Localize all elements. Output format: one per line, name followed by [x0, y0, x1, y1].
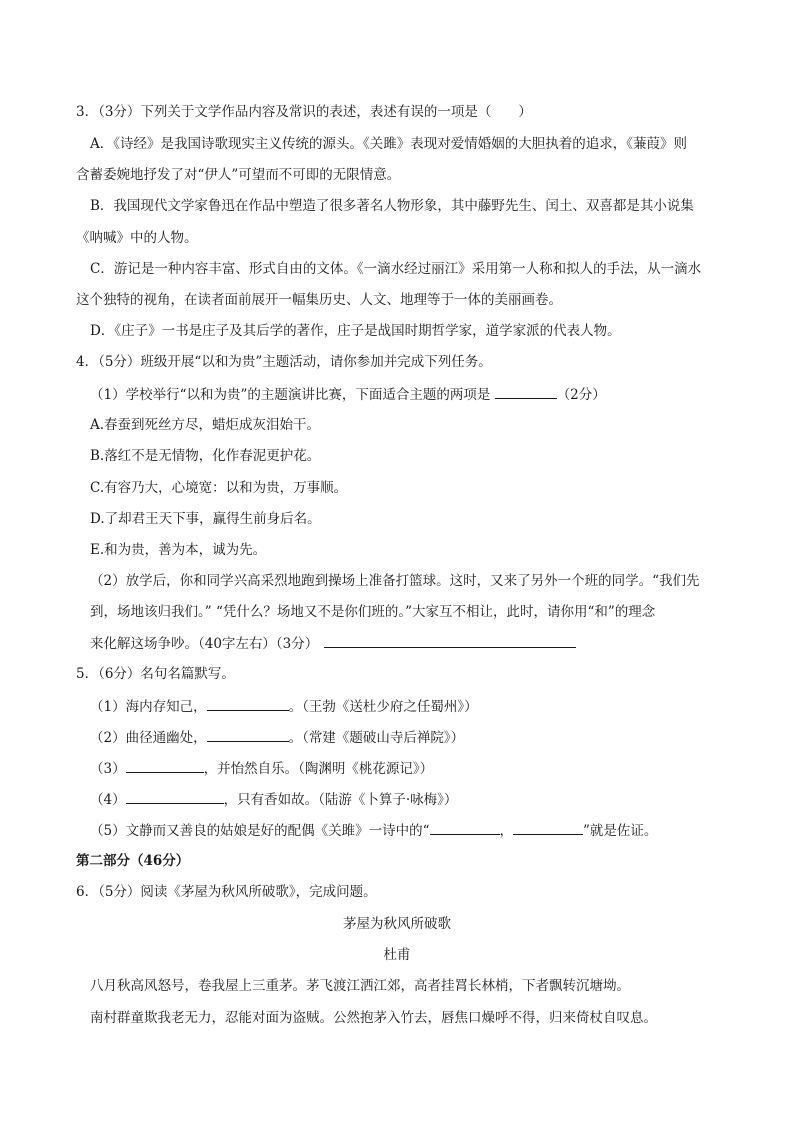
q5-s5-blank1[interactable] [430, 820, 500, 835]
q4-part1-points: （2分） [556, 387, 606, 403]
q5-sentence2 [90, 727, 464, 747]
q4-option-c: C.有容乃大，心境宽：以和为贵，万事顺。 [90, 480, 348, 496]
q5-sentence1 [90, 696, 478, 716]
q4-part1-answer-blank[interactable] [495, 384, 557, 399]
q3-option-c-line2: 这个独特的视角，在读者面前展开一幅集历史、人文、地理等于一体的美丽画卷。 [76, 292, 562, 308]
q3-option-a-line2: 含蓄委婉地抒发了对“伊人”可望而不可即的无限情意。 [76, 167, 401, 183]
q5-s4-after: ，只有香如故。（陆游《卜算子·咏梅》） [223, 792, 458, 808]
q5-s4-blank[interactable] [126, 789, 224, 804]
poem-author: 杜甫 [383, 947, 411, 963]
q4-part2-prompt: 来化解这场争吵。（40字左右）（3分） [90, 636, 319, 652]
q3-option-d: D．《庄子》一书是庄子及其后学的著作，庄子是战国时期哲学家，道学家派的代表人物。 [90, 323, 621, 339]
q5-s2-before: （2）曲径通幽处， [90, 730, 207, 746]
q5-stem: 5．（6分）名句名篇默写。 [76, 666, 235, 682]
part2-heading: 第二部分（46分） [76, 853, 190, 869]
q3-option-b-line1: B．我国现代文学家鲁迅在作品中塑造了很多著名人物形象，其中藤野先生、闰土、双喜都是其小说集 [90, 198, 694, 214]
poem-line-2: 南村群童欺我老无力，忍能对面为盗贼。公然抱茅入竹去，唇焦口燥呼不得，归来倚杖自叹息。 [90, 1010, 657, 1026]
q5-s2-after: 。（常建《题破山寺后禅院》） [288, 730, 465, 746]
q5-s5-mid: ， [499, 823, 513, 839]
q5-s1-blank[interactable] [207, 696, 289, 711]
q5-s5-before: （5）文静而又善良的姑娘是好的配偶《关雎》一诗中的“ [90, 823, 430, 839]
q5-s1-after: 。（王勃《送杜少府之任蜀州》） [288, 699, 478, 715]
q3-option-b-line2: 《呐喊》中的人物。 [76, 230, 198, 246]
q5-s5-blank2[interactable] [513, 820, 583, 835]
q5-s2-blank[interactable] [207, 727, 289, 742]
q4-stem: 4．（5分）班级开展“以和为贵”主题活动，请你参加并完成下列任务。 [76, 354, 492, 370]
q5-s1-before: （1）海内存知己， [90, 699, 207, 715]
q4-part2-answer-blank[interactable] [324, 633, 576, 648]
q4-part1-prompt: （1）学校举行“以和为贵”的主题演讲比赛，下面适合主题的两项是 [90, 387, 495, 403]
q4-part2-line3 [90, 633, 576, 653]
q4-part2-line1: （2）放学后，你和同学兴高采烈地跑到操场上准备打篮球。这时，又来了另外一个班的同学。“我们先 [90, 573, 700, 589]
q5-s3-blank[interactable] [126, 758, 204, 773]
q4-option-b: B.落红不是无情物，化作春泥更护花。 [90, 448, 321, 464]
q4-option-a: A.春蚕到死丝方尽，蜡炬成灰泪始干。 [90, 417, 321, 433]
q5-s3-after: ，并怡然自乐。（陶渊明《桃花源记》） [203, 761, 434, 777]
q5-sentence5 [90, 820, 657, 840]
q6-stem: 6．（5分）阅读《茅屋为秋风所破歌》，完成问题。 [76, 884, 377, 900]
q4-part1 [90, 384, 606, 404]
q5-sentence4 [90, 789, 457, 809]
q4-part2-line2: 到，场地该归我们。” “凭什么？场地又不是你们班的。”大家互不相让，此时，请你用“和”的理念 [90, 604, 656, 620]
q5-s4-before: （4） [90, 792, 126, 808]
q4-option-d: D.了却君王天下事，赢得生前身后名。 [90, 511, 321, 527]
q4-option-e: E.和为贵，善为本，诚为先。 [90, 542, 267, 558]
q5-s5-after: ”就是佐证。 [583, 823, 658, 839]
q3-option-c-line1: C．游记是一种内容丰富、形式自由的文体。《一滴水经过丽江》采用第一人称和拟人的手法，从一滴水 [90, 261, 702, 277]
q3-option-a-line1: A．《诗经》是我国诗歌现实主义传统的源头。《关雎》表现对爱情婚姻的大胆执着的追求，《蒹葭》则 [90, 136, 687, 152]
poem-line-1: 八月秋高风怒号，卷我屋上三重茅。茅飞渡江洒江郊，高者挂罥长林梢，下者飘转沉塘坳。 [90, 978, 630, 994]
q3-stem: 3．（3分）下列关于文学作品内容及常识的表述，表述有误的一项是（ ） [76, 104, 532, 120]
q5-sentence3 [90, 758, 433, 778]
poem-title: 茅屋为秋风所破歌 [343, 916, 451, 932]
q5-s3-before: （3） [90, 761, 126, 777]
